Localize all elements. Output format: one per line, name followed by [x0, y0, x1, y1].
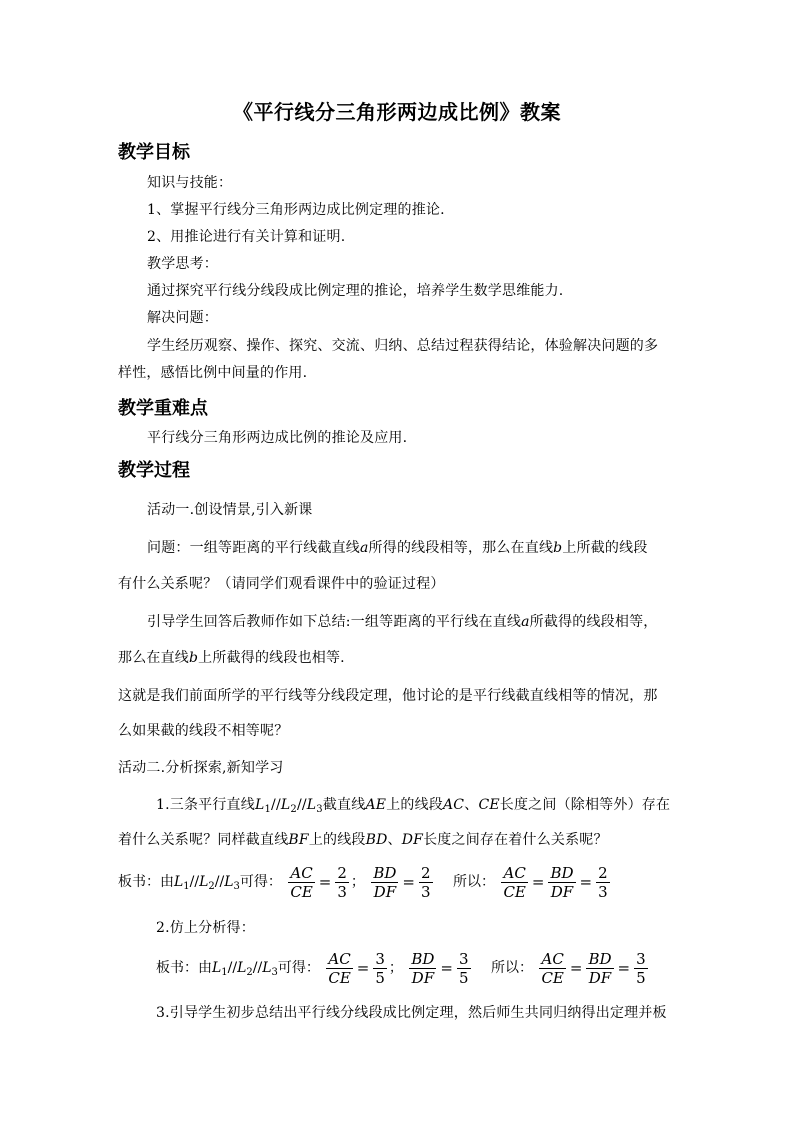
question-line-2: 有什么关系呢？（请同学们观看课件中的验证过程）	[118, 576, 445, 592]
board-formula-2: 板书：由$L_1//L_2//L_3$可得： $\frac{AC}{CE}$ = $\frac{3}{5}$ ； $\frac{BD}{DF}$ = $\frac{3}{5}$ 所以： $\frac{AC}{CE}$ = $\frac{BD}{DF}$ = $\frac{3}{5}$	[156, 949, 646, 987]
key-points-text: 平行线分三角形两边成比例的推论及应用.	[147, 430, 408, 446]
activity-1-title: 活动一.创设情景,引入新课	[147, 502, 313, 518]
fraction-2-3: $\frac{2}{3}$	[337, 863, 347, 901]
fraction-2-3: $\frac{2}{3}$	[598, 863, 608, 901]
document-title: 《平行线分三角形两边成比例》教案	[233, 100, 561, 124]
guide-line-1: 引导学生回答后教师作如下总结:一组等距离的平行线在直线a所截得的线段相等，	[147, 614, 658, 630]
fraction-3-5: $\frac{3}{5}$	[375, 949, 385, 987]
transition-line-1: 这就是我们前面所学的平行线等分线段定理，他讨论的是平行线截直线相等的情况，那	[118, 688, 658, 704]
fraction-bd-df: $\frac{BD}{DF}$	[588, 949, 612, 987]
goal-line-5: 通过探究平行线分线段成比例定理的推论，培养学生数学思维能力.	[147, 283, 564, 299]
step-2-title: 2.仿上分析得：	[156, 920, 255, 936]
goal-line-8: 样性，感悟比例中间量的作用.	[118, 365, 308, 381]
fraction-ac-ce: $\frac{AC}{CE}$	[328, 949, 351, 987]
step-3-line: 3.引导学生初步总结出平行线分线段成比例定理，然后师生共同归纳得出定理并板	[156, 1005, 667, 1021]
fraction-ac-ce: $\frac{AC}{CE}$	[503, 863, 526, 901]
activity-2-title: 活动二.分析探索,新知学习	[118, 760, 284, 776]
fraction-3-5: $\frac{3}{5}$	[459, 949, 469, 987]
step-1-line-2: 着什么关系呢？同样截直线BF上的线段BD、DF长度之间存在着什么关系呢？	[118, 832, 608, 848]
goal-line-3: 2、用推论进行有关计算和证明.	[147, 229, 346, 245]
board-formula-1: 板书：由$L_1//L_2//L_3$可得： $\frac{AC}{CE}$ = $\frac{2}{3}$ ； $\frac{BD}{DF}$ = $\frac{2}{3}$ 所以： $\frac{AC}{CE}$ = $\frac{BD}{DF}$ = $\frac{2}{3}$	[118, 863, 608, 901]
fraction-2-3: $\frac{2}{3}$	[421, 863, 431, 901]
goal-line-1: 知识与技能：	[147, 175, 233, 191]
question-line-1: 问题：一组等距离的平行线截直线a所得的线段相等，那么在直线b上所截的线段	[147, 540, 648, 556]
goal-line-7: 学生经历观察、操作、探究、交流、归纳、总结过程获得结论，体验解决问题的多	[147, 338, 659, 354]
transition-line-2: 么如果截的线段不相等呢？	[118, 723, 289, 739]
fraction-3-5: $\frac{3}{5}$	[636, 949, 646, 987]
goal-line-2: 1、掌握平行线分三角形两边成比例定理的推论.	[147, 202, 445, 218]
heading-process: 教学过程	[118, 460, 190, 481]
fraction-bd-df: $\frac{BD}{DF}$	[550, 863, 574, 901]
step-1-line-1: 1.三条平行直线$L_1//L_2//L_3$截直线AE上的线段AC、CE长度之间（除相等外）存在	[156, 797, 671, 815]
heading-goals: 教学目标	[118, 142, 190, 163]
fraction-bd-df: $\frac{BD}{DF}$	[411, 949, 435, 987]
fraction-ac-ce: $\frac{AC}{CE}$	[290, 863, 313, 901]
fraction-bd-df: $\frac{BD}{DF}$	[373, 863, 397, 901]
guide-line-2: 那么在直线b上所截得的线段也相等.	[118, 650, 345, 666]
fraction-ac-ce: $\frac{AC}{CE}$	[541, 949, 564, 987]
goal-line-4: 教学思考：	[147, 256, 218, 272]
heading-key-points: 教学重难点	[118, 398, 208, 419]
goal-line-6: 解决问题：	[147, 310, 218, 326]
